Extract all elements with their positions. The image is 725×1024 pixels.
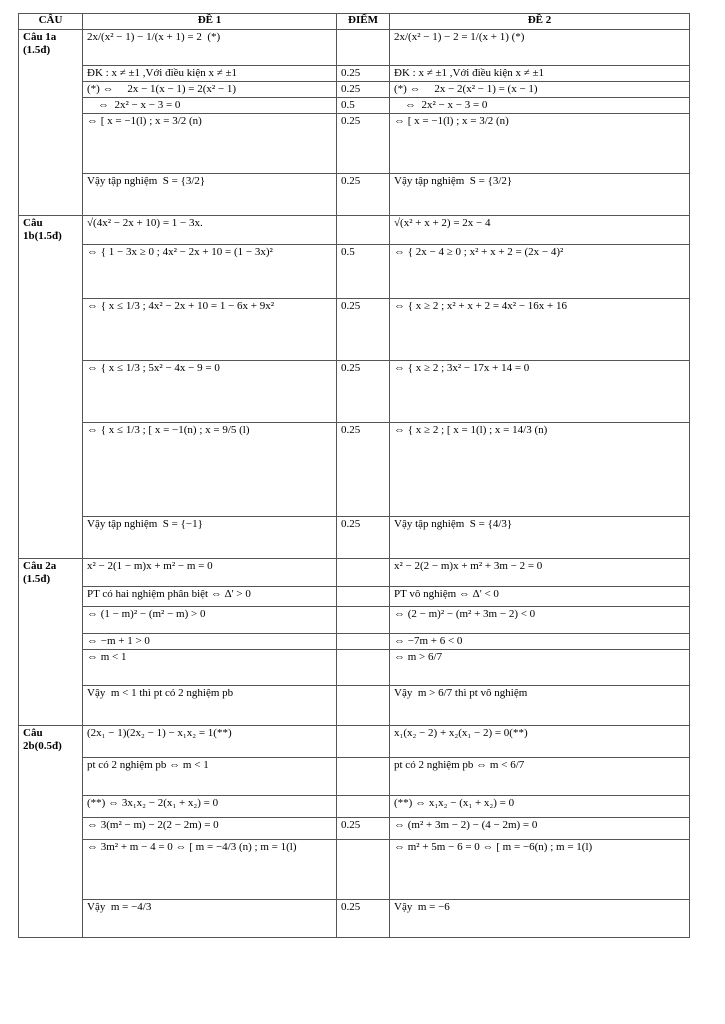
de1-step: √(4x² − 2x + 10) = 1 − 3x. (83, 216, 337, 245)
de2-step: ⇔ (m² + 3m − 2) − (4 − 2m) = 0 (390, 818, 690, 840)
de1-step: ⇔ 3(m² − m) − 2(2 − 2m) = 0 (83, 818, 337, 840)
table-row (19, 558, 690, 587)
question-label (19, 634, 83, 650)
answer-rows (19, 30, 690, 938)
table-row (19, 726, 690, 758)
de1-step: PT có hai nghiệm phân biệt ⇔ Δ' > 0 (83, 587, 337, 607)
de1-step: ⇔ 3m² + m − 4 = 0 ⇔ [ m = −4/3 (n) ; m = 1(l) (83, 840, 337, 900)
table-row (19, 840, 690, 900)
points-value: 0.25 (337, 298, 390, 360)
table-row (19, 900, 690, 938)
header-row (19, 14, 690, 30)
de1-step: (**) ⇔ 3x₁x₂ − 2(x₁ + x₂) = 0 (83, 796, 337, 818)
col-header-de1: ĐỀ 1 (83, 14, 337, 30)
de2-step: x₁(x₂ − 2) + x₂(x₁ − 2) = 0(**) (390, 726, 690, 758)
points-value (337, 558, 390, 587)
table-row (19, 98, 690, 114)
question-label (19, 360, 83, 422)
de2-step: ⇔ (2 − m)² − (m² + 3m − 2) < 0 (390, 607, 690, 634)
question-label (19, 98, 83, 114)
col-header-question: CÂU (19, 14, 83, 30)
points-value (337, 840, 390, 900)
points-value: 0.25 (337, 422, 390, 516)
table-row (19, 796, 690, 818)
table-row (19, 66, 690, 82)
question-label (19, 650, 83, 686)
table-row (19, 686, 690, 726)
points-value (337, 686, 390, 726)
de1-step: ⇔ m < 1 (83, 650, 337, 686)
de2-step: √(x² + x + 2) = 2x − 4 (390, 216, 690, 245)
question-label (19, 516, 83, 558)
points-value: 0.25 (337, 82, 390, 98)
points-value (337, 216, 390, 245)
de2-step: 2x/(x² − 1) − 2 = 1/(x + 1) (*) (390, 30, 690, 66)
de1-step: Vậy m < 1 thì pt có 2 nghiệm pb (83, 686, 337, 726)
de2-step: Vậy tập nghiệm S = {4/3} (390, 516, 690, 558)
table-row (19, 30, 690, 66)
points-value: 0.25 (337, 900, 390, 938)
de1-step: ĐK : x ≠ ±1 ,Với điều kiện x ≠ ±1 (83, 66, 337, 82)
table-row (19, 634, 690, 650)
question-label (19, 82, 83, 98)
question-label: Câu 2a (1.5đ) (19, 558, 83, 587)
de2-step: Vậy tập nghiệm S = {3/2} (390, 174, 690, 216)
de1-step: Vậy m = −4/3 (83, 900, 337, 938)
question-label (19, 298, 83, 360)
points-value (337, 650, 390, 686)
table-row (19, 650, 690, 686)
table-row (19, 422, 690, 516)
table-row (19, 298, 690, 360)
question-label: Câu 1b(1.5đ) (19, 216, 83, 245)
de2-step: ⇔ 2x² − x − 3 = 0 (390, 98, 690, 114)
de1-step: 2x/(x² − 1) − 1/(x + 1) = 2 (*) (83, 30, 337, 66)
de1-step: Vậy tập nghiệm S = {3/2} (83, 174, 337, 216)
points-value: 0.5 (337, 244, 390, 298)
de1-step: ⇔ −m + 1 > 0 (83, 634, 337, 650)
points-value: 0.25 (337, 114, 390, 174)
de1-step: ⇔ { x ≤ 1/3 ; 5x² − 4x − 9 = 0 (83, 360, 337, 422)
question-label (19, 758, 83, 796)
de2-step: Vậy m = −6 (390, 900, 690, 938)
points-value (337, 30, 390, 66)
table-row (19, 587, 690, 607)
table-row (19, 758, 690, 796)
de1-step: ⇔ { 1 − 3x ≥ 0 ; 4x² − 2x + 10 = (1 − 3x)² (83, 244, 337, 298)
de2-step: ⇔ { x ≥ 2 ; x² + x + 2 = 4x² − 16x + 16 (390, 298, 690, 360)
table-row (19, 244, 690, 298)
de2-step: ⇔ { x ≥ 2 ; 3x² − 17x + 14 = 0 (390, 360, 690, 422)
question-label (19, 686, 83, 726)
table-row (19, 114, 690, 174)
table-row (19, 82, 690, 98)
question-label: Câu 1a (1.5đ) (19, 30, 83, 66)
question-label (19, 796, 83, 818)
answer-table (18, 13, 690, 938)
question-label (19, 840, 83, 900)
de2-step: x² − 2(2 − m)x + m² + 3m − 2 = 0 (390, 558, 690, 587)
de2-step: PT vô nghiệm ⇔ Δ' < 0 (390, 587, 690, 607)
points-value: 0.25 (337, 66, 390, 82)
points-value (337, 726, 390, 758)
de2-step: Vậy m > 6/7 thì pt vô nghiệm (390, 686, 690, 726)
question-label (19, 587, 83, 607)
de2-step: ⇔ −7m + 6 < 0 (390, 634, 690, 650)
points-value: 0.25 (337, 818, 390, 840)
table-row (19, 818, 690, 840)
question-label (19, 66, 83, 82)
question-label (19, 244, 83, 298)
de1-step: ⇔ (1 − m)² − (m² − m) > 0 (83, 607, 337, 634)
points-value: 0.5 (337, 98, 390, 114)
table-row (19, 516, 690, 558)
de2-step: (*) ⇔ 2x − 2(x² − 1) = (x − 1) (390, 82, 690, 98)
de2-step: ⇔ m > 6/7 (390, 650, 690, 686)
de1-step: ⇔ { x ≤ 1/3 ; [ x = −1(n) ; x = 9/5 (l) (83, 422, 337, 516)
de1-step: x² − 2(1 − m)x + m² − m = 0 (83, 558, 337, 587)
table-row (19, 607, 690, 634)
question-label (19, 114, 83, 174)
de1-step: pt có 2 nghiệm pb ⇔ m < 1 (83, 758, 337, 796)
points-value (337, 587, 390, 607)
de1-step: Vậy tập nghiệm S = {−1} (83, 516, 337, 558)
question-label (19, 607, 83, 634)
points-value (337, 634, 390, 650)
points-value: 0.25 (337, 516, 390, 558)
points-value (337, 796, 390, 818)
de2-step: ⇔ [ x = −1(l) ; x = 3/2 (n) (390, 114, 690, 174)
de1-step: (*) ⇔ 2x − 1(x − 1) = 2(x² − 1) (83, 82, 337, 98)
col-header-de2: ĐỀ 2 (390, 14, 690, 30)
points-value (337, 758, 390, 796)
question-label (19, 818, 83, 840)
table-row (19, 174, 690, 216)
points-value: 0.25 (337, 360, 390, 422)
de2-step: ĐK : x ≠ ±1 ,Với điều kiện x ≠ ±1 (390, 66, 690, 82)
de1-step: ⇔ { x ≤ 1/3 ; 4x² − 2x + 10 = 1 − 6x + 9x² (83, 298, 337, 360)
de2-step: ⇔ { 2x − 4 ≥ 0 ; x² + x + 2 = (2x − 4)² (390, 244, 690, 298)
question-label (19, 900, 83, 938)
de1-step: ⇔ [ x = −1(l) ; x = 3/2 (n) (83, 114, 337, 174)
de2-step: ⇔ { x ≥ 2 ; [ x = 1(l) ; x = 14/3 (n) (390, 422, 690, 516)
col-header-points: ĐIỂM (337, 14, 390, 30)
points-value: 0.25 (337, 174, 390, 216)
points-value (337, 607, 390, 634)
de1-step: ⇔ 2x² − x − 3 = 0 (83, 98, 337, 114)
question-label (19, 422, 83, 516)
de2-step: (**) ⇔ x₁x₂ − (x₁ + x₂) = 0 (390, 796, 690, 818)
de2-step: ⇔ m² + 5m − 6 = 0 ⇔ [ m = −6(n) ; m = 1(l) (390, 840, 690, 900)
de1-step: (2x₁ − 1)(2x₂ − 1) − x₁x₂ = 1(**) (83, 726, 337, 758)
question-label (19, 174, 83, 216)
question-label: Câu 2b(0.5đ) (19, 726, 83, 758)
table-row (19, 216, 690, 245)
de2-step: pt có 2 nghiệm pb ⇔ m < 6/7 (390, 758, 690, 796)
table-row (19, 360, 690, 422)
